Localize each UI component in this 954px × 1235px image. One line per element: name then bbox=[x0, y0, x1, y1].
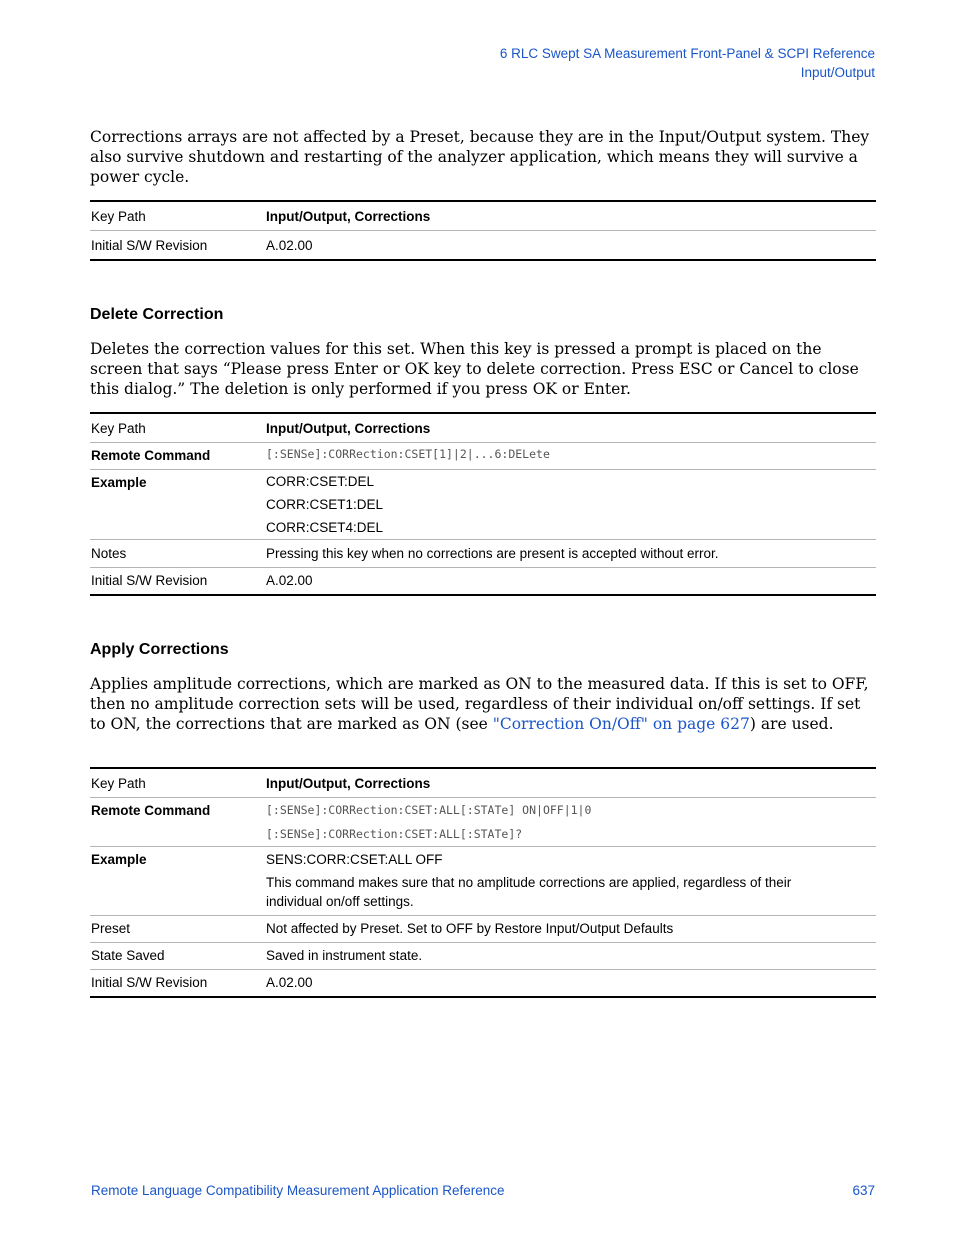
revision-label: Initial S/W Revision bbox=[91, 238, 208, 253]
key-path-value: Input/Output, Corrections bbox=[266, 776, 431, 791]
key-path-value: Input/Output, Corrections bbox=[266, 209, 431, 224]
apply-corrections-paragraph bbox=[90, 674, 876, 734]
section-title-header: Input/Output bbox=[800, 65, 875, 80]
revision-value: A.02.00 bbox=[266, 975, 313, 990]
example-description: This command makes sure that no amplitude corrections are applied, regardless of their individual on/off settings. bbox=[266, 875, 792, 909]
remote-command-label: Remote Command bbox=[91, 448, 211, 463]
page-footer bbox=[91, 1183, 875, 1198]
apply-corrections-heading: Apply Corrections bbox=[90, 641, 229, 658]
correction-on-off-link[interactable]: "Correction On/Off" on page 627 bbox=[492, 715, 750, 733]
revision-value: A.02.00 bbox=[266, 573, 313, 588]
example-line: CORR:CSET1:DEL bbox=[266, 497, 384, 512]
table-row bbox=[90, 970, 876, 998]
apply-text-before: Applies amplitude corrections, which are marked as ON to the measured data. If this is set to OFF, then no amplitude correction sets will be used, regardless of their individual on/off settings. If set to ON, the corrections that are marked as ON (see bbox=[90, 675, 869, 733]
apply-text-after: ) are used. bbox=[749, 715, 834, 733]
remote-command-line: [:SENSe]:CORRection:CSET:ALL[:STATe]? bbox=[266, 827, 523, 841]
table-row bbox=[90, 470, 876, 540]
table-row bbox=[90, 916, 876, 943]
example-label: Example bbox=[91, 852, 147, 867]
chapter-title: 6 RLC Swept SA Measurement Front-Panel & SCPI Reference bbox=[499, 46, 875, 61]
example-command: SENS:CORR:CSET:ALL OFF bbox=[266, 852, 443, 867]
preset-value: Not affected by Preset. Set to OFF by Restore Input/Output Defaults bbox=[266, 921, 674, 936]
table-row bbox=[90, 231, 876, 261]
apply-corrections-block bbox=[90, 674, 876, 734]
preset-label: Preset bbox=[91, 921, 131, 936]
notes-label: Notes bbox=[91, 546, 127, 561]
key-path-label: Key Path bbox=[91, 776, 146, 791]
intro-paragraph: Corrections arrays are not affected by a Preset, because they are in the Input/Output system. They also survive shutdown and restarting of the analyzer application, which means they will survive a power cycle. bbox=[90, 128, 870, 186]
delete-correction-paragraph: Deletes the correction values for this set. When this key is pressed a prompt is placed on the screen that says “Please press Enter or OK key to delete correction. Press ESC or Cancel to close this dialog.” The deletion is only performed if you press OK or Enter. bbox=[90, 340, 859, 398]
remote-command-value: [:SENSe]:CORRection:CSET[1]|2|...6:DELete bbox=[266, 447, 550, 461]
revision-label: Initial S/W Revision bbox=[91, 573, 208, 588]
notes-value: Pressing this key when no corrections are present is accepted without error. bbox=[266, 546, 719, 561]
table-row bbox=[90, 943, 876, 970]
state-saved-label: State Saved bbox=[91, 948, 165, 963]
example-label: Example bbox=[91, 475, 147, 490]
intro-block bbox=[90, 127, 876, 187]
table-row bbox=[90, 201, 876, 231]
apply-corrections-table bbox=[90, 767, 876, 998]
state-saved-value: Saved in instrument state. bbox=[266, 948, 423, 963]
table-row bbox=[90, 540, 876, 568]
table-row bbox=[90, 768, 876, 798]
table-row bbox=[90, 798, 876, 847]
revision-label: Initial S/W Revision bbox=[91, 975, 208, 990]
remote-command-label: Remote Command bbox=[91, 803, 211, 818]
table-row bbox=[90, 568, 876, 596]
corrections-info-table bbox=[90, 200, 876, 261]
key-path-label: Key Path bbox=[91, 421, 146, 436]
delete-correction-table bbox=[90, 412, 876, 596]
table-row bbox=[90, 413, 876, 443]
document-title: Remote Language Compatibility Measurement Application Reference bbox=[91, 1183, 505, 1198]
key-path-value: Input/Output, Corrections bbox=[266, 421, 431, 436]
key-path-label: Key Path bbox=[91, 209, 146, 224]
delete-correction-heading: Delete Correction bbox=[90, 306, 224, 323]
example-line: CORR:CSET4:DEL bbox=[266, 520, 384, 535]
table-row bbox=[90, 847, 876, 916]
example-line: CORR:CSET:DEL bbox=[266, 474, 375, 489]
page-number: 637 bbox=[852, 1183, 875, 1198]
table-row bbox=[90, 443, 876, 470]
revision-value: A.02.00 bbox=[266, 238, 313, 253]
remote-command-line: [:SENSe]:CORRection:CSET:ALL[:STATe] ON|OFF|1|0 bbox=[266, 803, 592, 817]
page-header bbox=[500, 44, 875, 82]
delete-correction-block bbox=[90, 339, 876, 399]
